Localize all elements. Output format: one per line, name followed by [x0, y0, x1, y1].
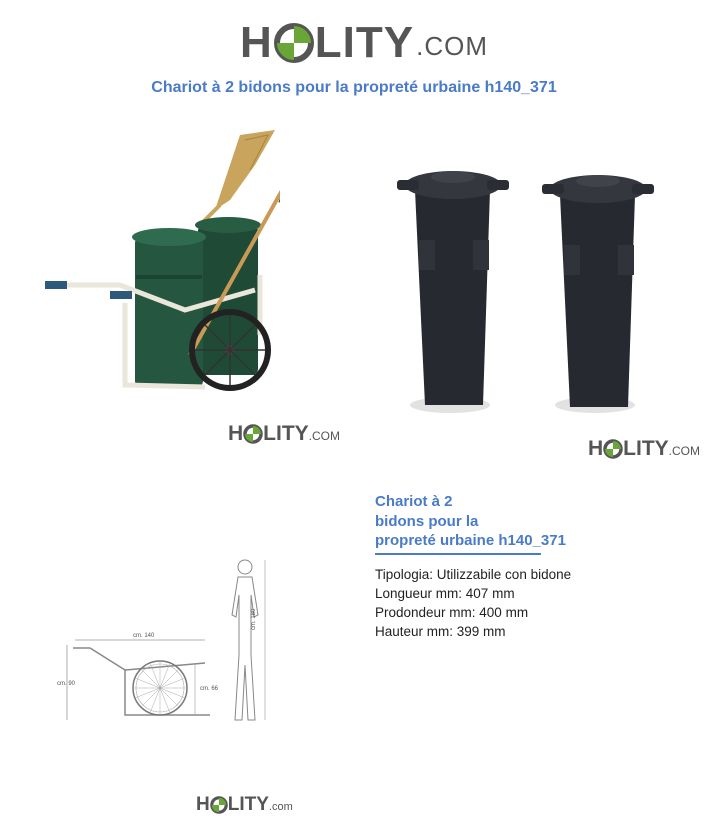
black-bins-image: [395, 155, 705, 415]
logo-o-icon: [274, 23, 314, 63]
wheel-dimension-label: cm. 66: [200, 686, 219, 692]
holity-logo-small-3: H LITY .com: [196, 794, 293, 815]
black-bin-left: [397, 171, 509, 413]
spec-hauteur: Hauteur mm: 399 mm: [375, 624, 506, 639]
width-dimension-label: cm. 140: [133, 633, 155, 639]
holity-logo[interactable]: [240, 18, 488, 68]
page-title: Chariot à 2 bidons pour la propreté urbaine h140_371: [151, 79, 557, 96]
person-silhouette: [232, 560, 258, 720]
cart-wheel: [192, 312, 268, 388]
product-title-line-1: Chariot à 2: [375, 493, 453, 510]
spec-profondeur: Prodondeur mm: 400 mm: [375, 605, 529, 620]
height-dimension-label: cm. 90: [57, 681, 76, 687]
logo-letter-h: H: [240, 18, 273, 67]
dimension-diagram: [55, 555, 295, 730]
person-height-label: cm. 180: [251, 608, 257, 630]
logo-letters-lity: LITY: [314, 18, 415, 67]
holity-logo-small-2: H LITY .COM: [588, 437, 701, 460]
spec-longueur: Longueur mm: 407 mm: [375, 586, 515, 601]
spec-tipologia: Tipologia: Utilizzabile con bidone: [375, 567, 572, 582]
product-specs: [375, 565, 571, 641]
logo-o-icon: [210, 796, 228, 814]
cart-product-image: [40, 125, 280, 410]
black-bin-right: [542, 175, 654, 413]
product-title-line-2: bidons pour la: [375, 512, 479, 530]
logo-o-icon: [603, 439, 623, 459]
holity-logo-small-1: H LITY .COM: [228, 422, 341, 445]
title-underline: [375, 553, 541, 555]
broom-icon: [200, 130, 275, 225]
logo-o-icon: [243, 424, 263, 444]
logo-suffix: .COM: [416, 31, 488, 61]
product-title: [375, 492, 566, 551]
product-title-line-3: propreté urbaine h140_371: [375, 532, 566, 549]
